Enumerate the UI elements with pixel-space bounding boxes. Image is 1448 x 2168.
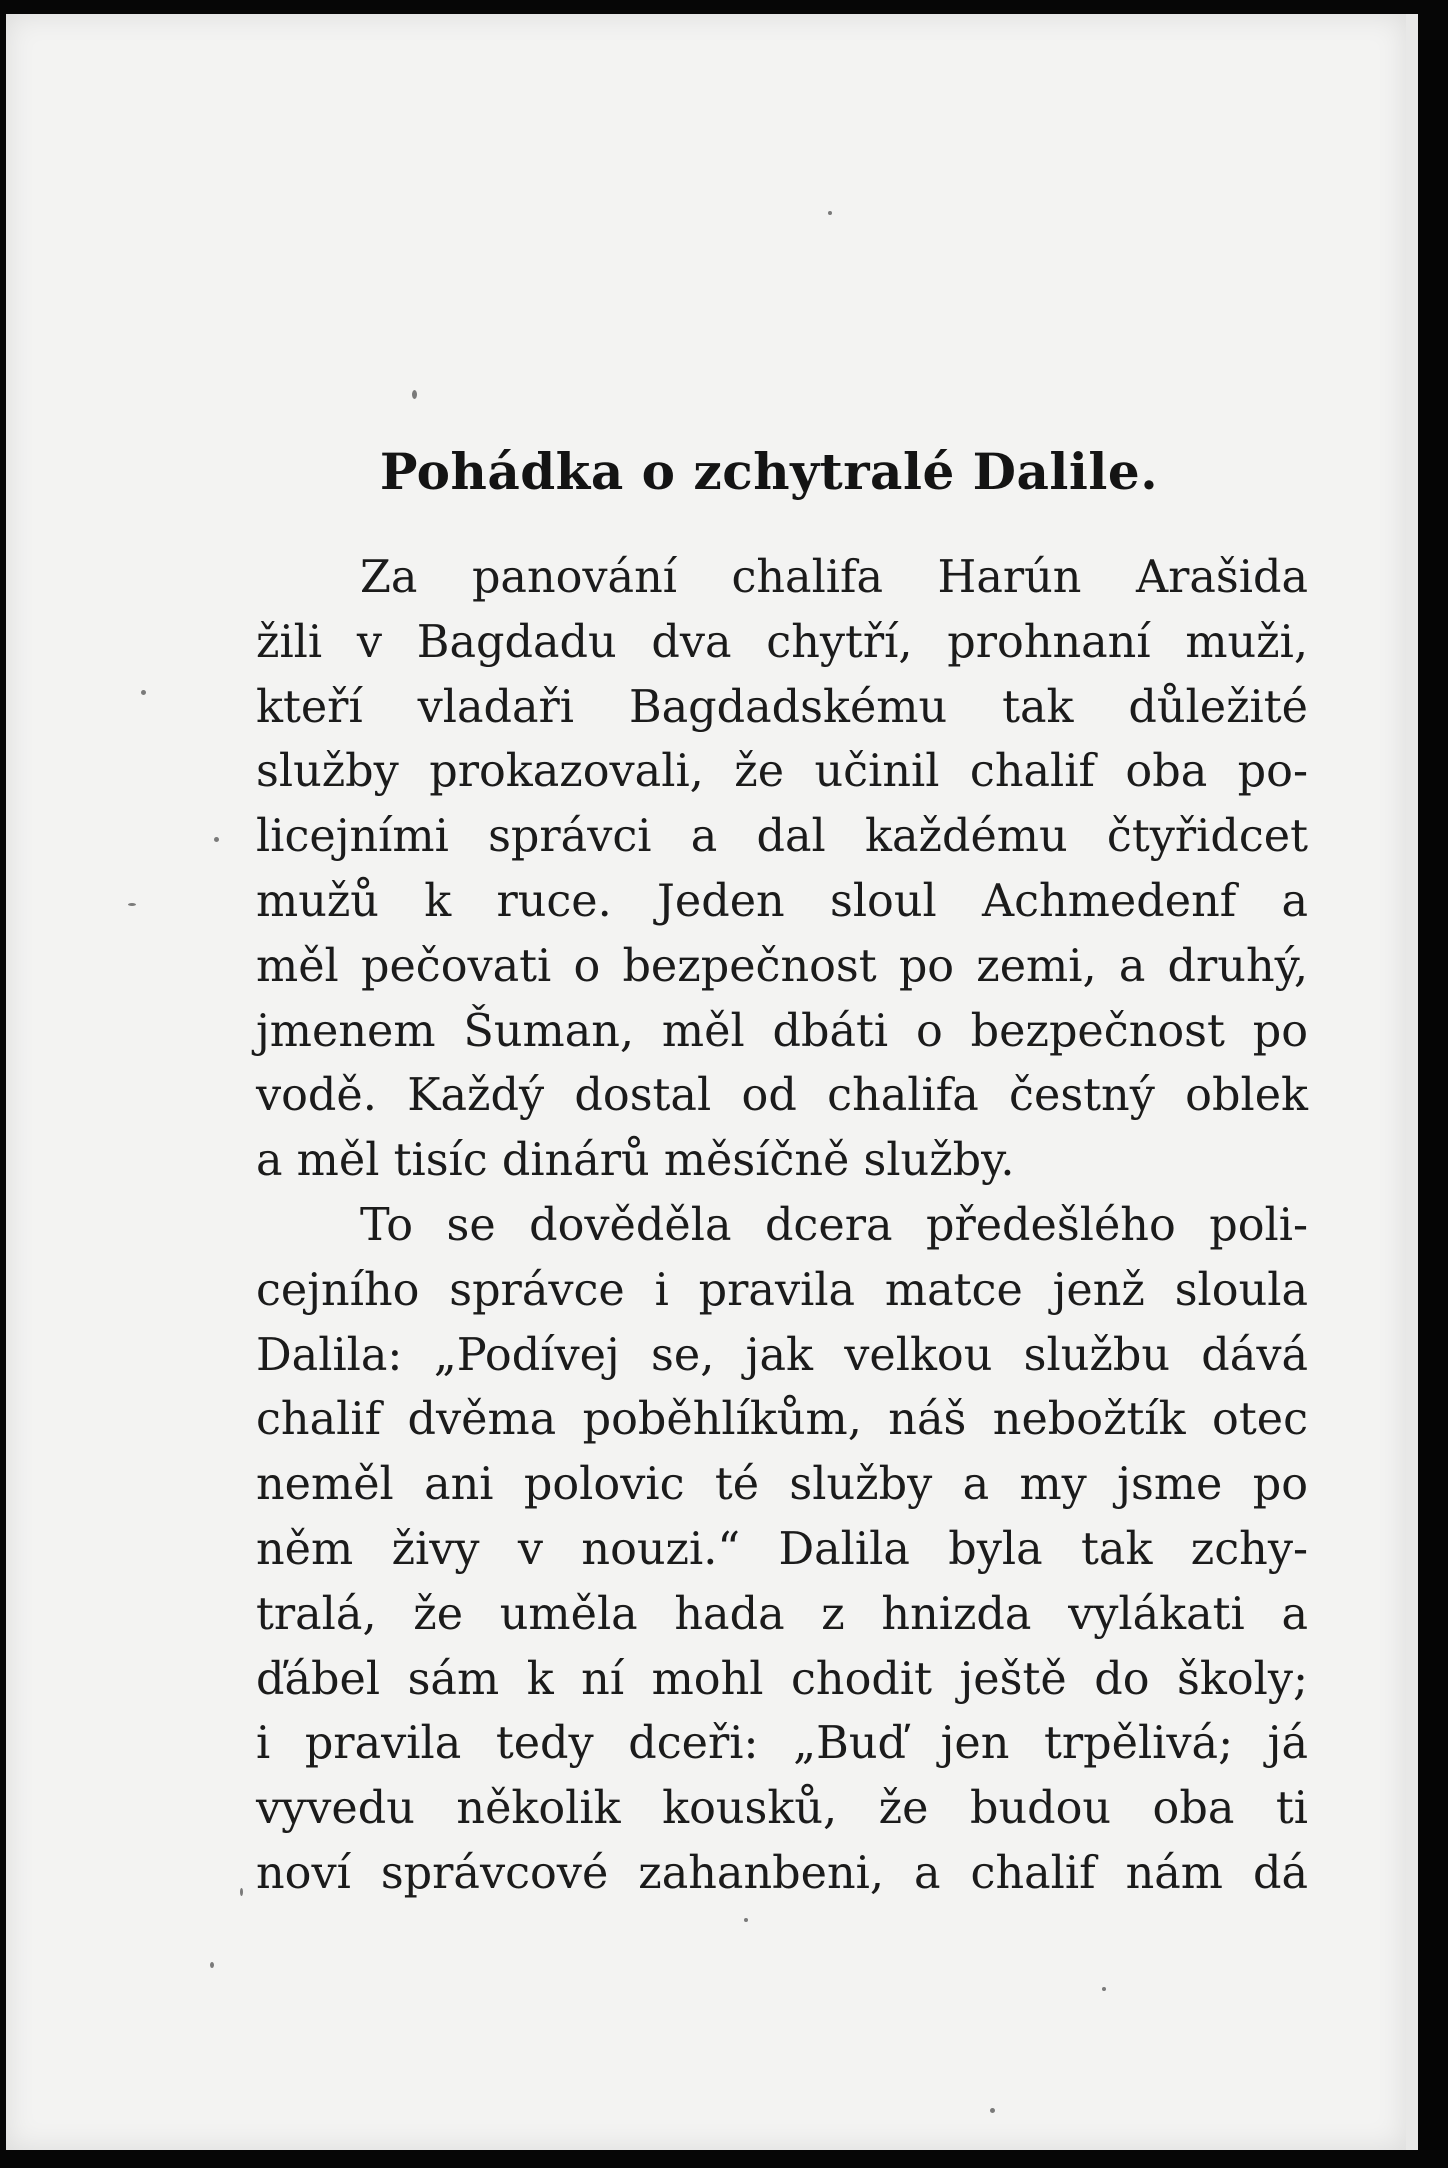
text-line: tralá, že uměla hada z hnizda vylákati a <box>256 1588 1308 1640</box>
text-line: Za panování chalifa Harún Arašida <box>360 552 1308 603</box>
scan-speck <box>141 690 146 695</box>
text-line: chalif dvěma poběhlíkům, náš nebožtík otec <box>256 1394 1308 1446</box>
scan-speck <box>128 903 136 906</box>
text-line: žili v Bagdadu dva chytří, prohnaní muži, <box>256 616 1308 668</box>
text-line: vodě. Každý dostal od chalifa čestný oblek <box>256 1070 1308 1122</box>
story-body <box>256 546 1308 1907</box>
text-line: vyvedu několik kousků, že budou oba ti <box>256 1783 1308 1835</box>
text-line: měl pečovati o bezpečnost po zemi, a druhý, <box>256 940 1308 992</box>
page-edge <box>1406 14 1418 2150</box>
binding-shadow <box>1418 40 1448 2150</box>
scan-speck <box>412 390 417 399</box>
scan-speck <box>214 837 219 842</box>
text-line: cejního správce i pravila matce jenž sloula <box>256 1264 1308 1316</box>
scan-speck <box>210 1962 214 1968</box>
text-line: služby prokazovali, že učinil chalif oba po- <box>256 746 1308 798</box>
story-title: Pohádka o zchytralé Dalile. <box>379 442 1159 501</box>
scan-speck <box>240 1888 243 1896</box>
text-line: neměl ani polovic té služby a my jsme po <box>256 1459 1308 1511</box>
text-line: něm živy v nouzi.“ Dalila byla tak zchy- <box>256 1523 1308 1575</box>
text-line: kteří vladaři Bagdadskému tak důležité <box>256 681 1308 733</box>
scan-speck <box>828 211 832 215</box>
text-line: To se dověděla dcera předešlého poli- <box>360 1199 1308 1251</box>
text-line: mužů k ruce. Jeden sloul Achmedenf a <box>256 875 1308 927</box>
text-line: licejními správci a dal každému čtyřidcet <box>256 811 1308 863</box>
scan-speck <box>744 1918 748 1922</box>
text-line: jmenem Šuman, měl dbáti o bezpečnost po <box>256 1005 1308 1057</box>
text-line: noví správcové zahanbeni, a chalif nám dá <box>256 1847 1308 1899</box>
text-line: i pravila tedy dceři: „Buď jen trpělivá; já <box>256 1718 1308 1770</box>
text-line: ďábel sám k ní mohl chodit ještě do školy; <box>256 1653 1308 1705</box>
scan-speck <box>990 2108 995 2113</box>
text-line: a měl tisíc dinárů měsíčně služby. <box>256 1135 1015 1187</box>
text-line: Dalila: „Podívej se, jak velkou službu dává <box>256 1329 1308 1381</box>
scan-speck <box>1102 1987 1106 1991</box>
